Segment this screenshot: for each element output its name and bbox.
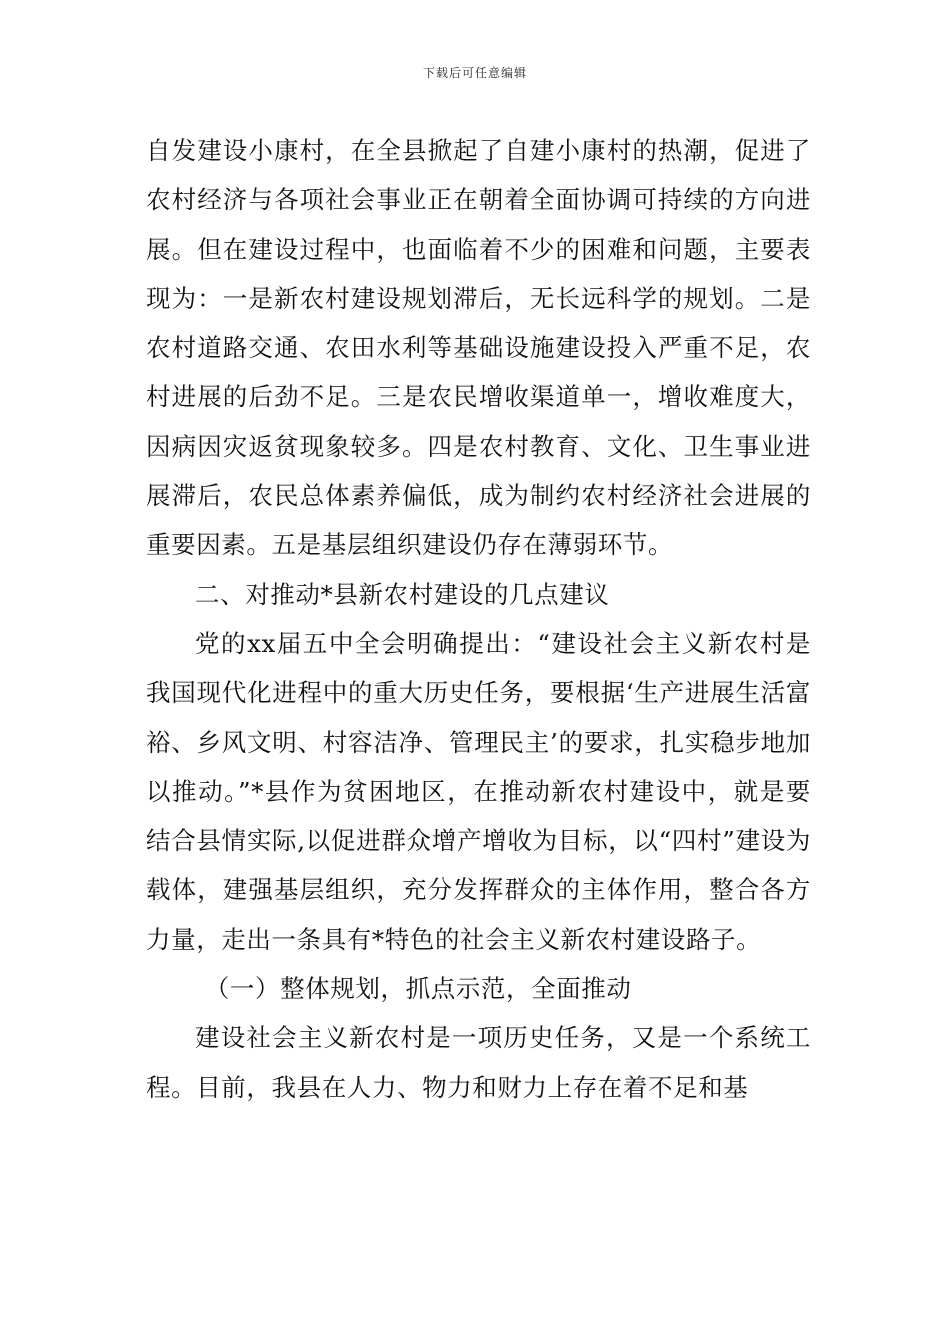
paragraph-continuation: 自发建设小康村，在全县掀起了自建小康村的热潮，促进了农村经济与各项社会事业正在朝着全面协调可持续的方向进展。但在建设过程中，也面临着不少的困难和问题，主要表现为：一是新农村建设规划滞后，无长远科学的规划。二是农村道路交通、农田水利等基础设施建设投入严重不足，农村进展的后劲不足。三是农民增收渠道单一，增收难度大，因病因灾返贫现象较多。四是农村教育、文化、卫生事业进展滞后，农民总体素养偏低，成为制约农村经济社会进展的重要因素。五是基层组织建设仍存在薄弱环节。 bbox=[146, 136, 811, 560]
paragraph-body-continued: 建设社会主义新农村是一项历史任务，又是一个系统工程。目前，我县在人力、物力和财力上存在着不足和基 bbox=[146, 1023, 811, 1102]
document-body bbox=[146, 126, 811, 1112]
page-header-note: 下载后可任意编辑 bbox=[422, 66, 527, 80]
section-heading: 二、对推动*县新农村建设的几点建议 bbox=[195, 579, 610, 609]
paragraph-body: 党的xx届五中全会明确提出：“建设社会主义新农村是我国现代化进程中的重大历史任务，要根据‘生产进展生活富裕、乡风文明、村容洁净、管理民主’的要求，扎实稳步地加以推动。”*县作为贫困地区，在推动新农村建设中，就是要结合县情实际,以促进群众增产增收为目标，以“四村”建设为载体，建强基层组织，充分发挥群众的主体作用，整合各方力量，走出一条具有*特色的社会主义新农村建设路子。 bbox=[146, 628, 811, 954]
subsection-heading: （一）整体规划，抓点示范，全面推动 bbox=[204, 974, 632, 1004]
